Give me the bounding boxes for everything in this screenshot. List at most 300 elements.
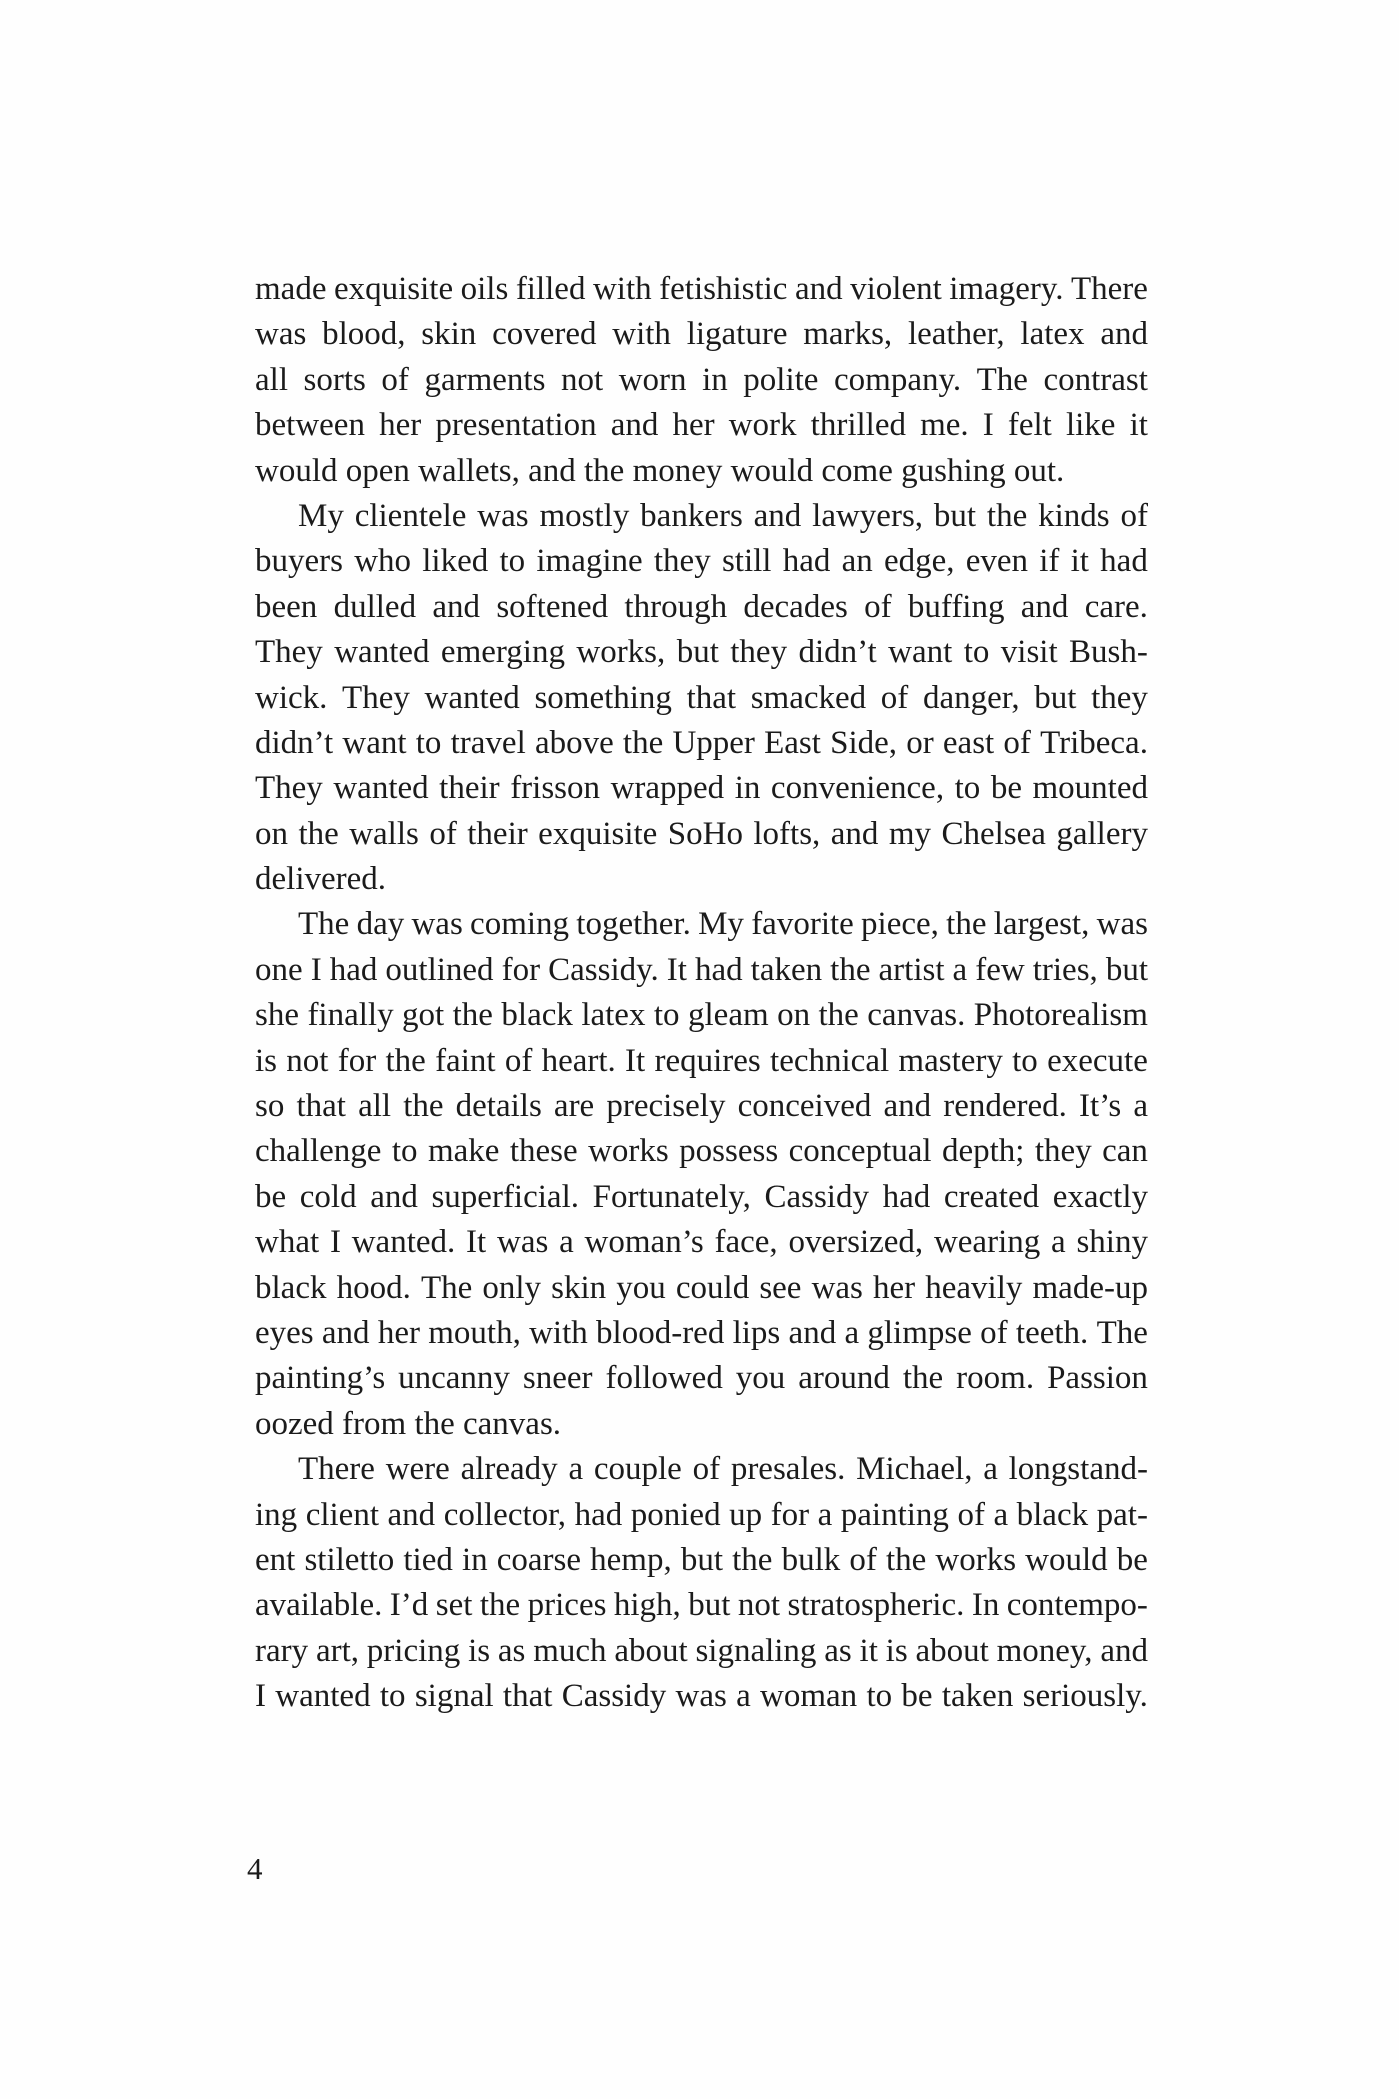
word: kinds xyxy=(1038,497,1110,534)
word: rendered. xyxy=(943,1088,1067,1125)
word: collector, xyxy=(443,1496,567,1533)
word: Cassidy. xyxy=(548,951,659,988)
word: Chelsea xyxy=(941,815,1046,852)
word: but xyxy=(676,634,719,671)
word: artist xyxy=(878,951,945,988)
word: and xyxy=(1100,1632,1148,1669)
text-line xyxy=(255,1674,1148,1719)
word: canvas. xyxy=(867,997,966,1034)
word: as xyxy=(497,1632,526,1669)
word: execute xyxy=(1047,1042,1148,1079)
word: had xyxy=(694,951,743,988)
word: oils xyxy=(460,271,509,307)
word: to xyxy=(963,634,990,671)
text-line xyxy=(255,1220,1148,1265)
word: was xyxy=(1096,906,1148,943)
word: cold xyxy=(299,1178,357,1215)
word: you xyxy=(616,1269,666,1306)
word: up xyxy=(729,1496,763,1533)
text-line xyxy=(255,993,1148,1038)
word: of xyxy=(1120,497,1148,534)
word: travel xyxy=(450,724,526,761)
word: black xyxy=(501,997,573,1034)
word: but xyxy=(680,1541,724,1578)
word: a xyxy=(1051,1224,1066,1261)
text-line xyxy=(255,948,1148,993)
word: to xyxy=(379,1678,406,1715)
word: wick. xyxy=(255,679,328,716)
word: finally xyxy=(307,997,394,1034)
word: danger, xyxy=(922,679,1020,716)
word: ent xyxy=(255,1541,296,1578)
word: exquisite xyxy=(333,271,454,307)
word: not xyxy=(737,1587,781,1624)
word: who xyxy=(354,543,412,580)
text-line: would open wallets, and the money would come gushing out. xyxy=(255,452,1065,489)
word: wanted xyxy=(424,679,520,716)
word: for xyxy=(501,951,541,988)
word: heavily xyxy=(925,1269,1023,1306)
word: the xyxy=(622,724,664,761)
word: an xyxy=(841,543,873,580)
word: rary xyxy=(255,1632,309,1669)
word: for xyxy=(770,1496,810,1533)
word: and xyxy=(432,588,481,625)
word: smacked xyxy=(750,679,867,716)
word: room. xyxy=(956,1360,1035,1397)
word: ponied xyxy=(630,1496,721,1533)
word: the xyxy=(452,997,493,1034)
word: coarse xyxy=(496,1541,582,1578)
word: It xyxy=(625,1042,646,1079)
word: mastery xyxy=(898,1042,1003,1079)
word: bulk xyxy=(781,1541,841,1578)
word: imagery. xyxy=(949,271,1064,307)
word: they xyxy=(653,543,711,580)
word: works, xyxy=(576,634,666,671)
word: or xyxy=(906,724,934,761)
word: longstand- xyxy=(1008,1451,1148,1488)
word: was xyxy=(497,1224,549,1261)
text-line: oozed from the canvas. xyxy=(255,1405,562,1442)
word: dulled xyxy=(333,588,417,625)
word: outlined xyxy=(385,951,494,988)
word: all xyxy=(255,361,288,398)
word: still xyxy=(721,543,772,580)
word: set xyxy=(435,1587,473,1624)
word: see xyxy=(759,1269,802,1306)
word: woman xyxy=(760,1678,858,1715)
word: for xyxy=(337,1042,377,1079)
word: of xyxy=(381,361,409,398)
word: is xyxy=(885,1632,908,1669)
word: her xyxy=(873,1269,916,1306)
word: could xyxy=(675,1269,750,1306)
text-line xyxy=(255,585,1148,630)
word: they xyxy=(730,634,788,671)
word: taken xyxy=(941,1678,1014,1715)
word: to xyxy=(499,543,526,580)
word: and xyxy=(370,1178,418,1215)
word: piece, xyxy=(861,906,939,943)
word: and xyxy=(610,407,659,444)
page-number: 4 xyxy=(247,1851,263,1886)
word: mounted xyxy=(1032,770,1148,807)
text-line xyxy=(255,1629,1148,1674)
word: Fortunately, xyxy=(592,1178,751,1215)
word: to xyxy=(415,724,442,761)
word: of xyxy=(849,1541,877,1578)
word: mostly xyxy=(539,497,630,534)
word: It xyxy=(666,951,687,988)
word: make xyxy=(427,1133,500,1170)
word: didn’t xyxy=(798,634,877,671)
word: like xyxy=(1065,407,1116,444)
word: what xyxy=(255,1224,320,1261)
text-line: delivered. xyxy=(255,861,387,898)
word: and xyxy=(883,1088,932,1125)
word: buyers xyxy=(255,543,343,580)
word: not xyxy=(286,1042,329,1079)
word: her xyxy=(672,407,715,444)
word: I’d xyxy=(389,1587,429,1624)
word: want xyxy=(888,634,953,671)
word: me. xyxy=(920,407,969,444)
word: a xyxy=(993,1496,1009,1533)
word: it xyxy=(859,1632,878,1669)
word: so xyxy=(255,1088,285,1125)
word: but xyxy=(1034,679,1077,716)
text-line xyxy=(255,403,1148,448)
word: were xyxy=(385,1451,450,1488)
word: but xyxy=(1105,951,1148,988)
word: a xyxy=(983,1451,998,1488)
word: are xyxy=(553,1088,595,1125)
word: in xyxy=(734,770,761,807)
word: in xyxy=(702,361,728,398)
word: The xyxy=(1096,1314,1148,1351)
word: was xyxy=(811,1269,863,1306)
word: through xyxy=(624,588,728,625)
text-line xyxy=(255,1493,1148,1538)
text-line xyxy=(255,676,1148,721)
text-line xyxy=(255,630,1148,675)
word: with xyxy=(529,1314,588,1351)
word: conceived xyxy=(737,1088,872,1125)
word: fetishistic xyxy=(659,271,788,307)
word: Tribeca. xyxy=(1040,724,1148,761)
word: had xyxy=(1100,543,1148,580)
word: glimpse xyxy=(867,1314,972,1351)
word: The xyxy=(420,1269,473,1306)
text-line xyxy=(255,1129,1148,1174)
word: above xyxy=(534,724,614,761)
word: together. xyxy=(576,906,691,943)
word: and xyxy=(1100,316,1148,353)
word: blood, xyxy=(322,316,406,353)
word: superficial. xyxy=(431,1178,579,1215)
word: was xyxy=(477,497,529,534)
word: signal xyxy=(414,1678,494,1715)
word: requires xyxy=(654,1042,761,1079)
text-line xyxy=(255,1266,1148,1311)
word: uncanny xyxy=(398,1360,510,1397)
word: presentation xyxy=(435,407,597,444)
word: Cassidy xyxy=(764,1178,869,1215)
word: The xyxy=(298,906,350,943)
word: wanted xyxy=(333,770,429,807)
word: day xyxy=(356,906,405,943)
word: They xyxy=(255,634,323,671)
word: skin xyxy=(421,316,477,353)
text-line xyxy=(255,1356,1148,1401)
word: oversized, xyxy=(788,1224,924,1261)
word: woman’s xyxy=(584,1224,704,1261)
word: polite xyxy=(743,361,819,398)
word: their xyxy=(467,815,528,852)
word: hemp, xyxy=(590,1541,672,1578)
word: clientele xyxy=(354,497,467,534)
word: a xyxy=(568,1451,584,1488)
word: the xyxy=(986,497,1028,534)
word: of xyxy=(980,1314,1008,1351)
word: tied xyxy=(403,1541,453,1578)
word: in xyxy=(461,1541,488,1578)
word: their xyxy=(439,770,500,807)
word: something xyxy=(534,679,672,716)
word: bankers xyxy=(640,497,743,534)
word: is xyxy=(255,1042,278,1079)
word: company. xyxy=(834,361,962,398)
text-line xyxy=(255,812,1148,857)
word: about xyxy=(614,1632,688,1669)
word: gleam xyxy=(688,997,769,1034)
word: would xyxy=(1025,1541,1108,1578)
word: softened xyxy=(496,588,609,625)
word: client xyxy=(305,1496,379,1533)
word: eyes xyxy=(255,1314,314,1351)
word: conceptual xyxy=(788,1133,932,1170)
word: Passion xyxy=(1047,1360,1148,1397)
word: emerging xyxy=(440,634,565,671)
word: challenge xyxy=(255,1133,382,1170)
word: edge, xyxy=(883,543,955,580)
word: technical xyxy=(770,1042,890,1079)
word: be xyxy=(255,1178,287,1215)
word: Side, xyxy=(830,724,898,761)
word: available. xyxy=(255,1587,383,1624)
word: on xyxy=(777,997,811,1034)
word: blood-red xyxy=(596,1314,725,1351)
word: got xyxy=(402,997,445,1034)
word: wanted xyxy=(334,634,430,671)
word: on xyxy=(255,815,288,852)
word: decades xyxy=(743,588,848,625)
word: art, xyxy=(315,1632,359,1669)
word: the xyxy=(403,1088,444,1125)
word: couple xyxy=(593,1451,682,1488)
word: They xyxy=(255,770,323,807)
word: wanted xyxy=(275,1678,371,1715)
word: sneer xyxy=(522,1360,593,1397)
text-line xyxy=(255,1039,1148,1084)
word: money, xyxy=(996,1632,1093,1669)
word: of xyxy=(880,679,909,716)
word: precisely xyxy=(606,1088,726,1125)
word: filled xyxy=(515,271,586,307)
word: teeth. xyxy=(1015,1314,1089,1351)
word: I xyxy=(329,1224,341,1261)
word: to xyxy=(1012,1042,1038,1079)
word: been xyxy=(255,588,318,625)
text-line xyxy=(255,1175,1148,1220)
word: stiletto xyxy=(304,1541,395,1578)
word: these xyxy=(509,1133,578,1170)
word: I xyxy=(982,407,994,444)
word: that xyxy=(502,1678,553,1715)
word: of xyxy=(864,588,892,625)
word: the xyxy=(732,1541,773,1578)
word: care. xyxy=(1084,588,1148,625)
word: lawyers, xyxy=(812,497,924,534)
word: to xyxy=(653,997,680,1034)
word: they xyxy=(1034,1133,1092,1170)
text-line xyxy=(255,1538,1148,1583)
word: favorite xyxy=(751,906,854,943)
word: her xyxy=(377,1314,420,1351)
word: mouth, xyxy=(428,1314,521,1351)
word: around xyxy=(798,1360,890,1397)
word: black xyxy=(255,1269,327,1306)
word: she xyxy=(255,997,299,1034)
word: ing xyxy=(255,1496,298,1533)
word: signaling xyxy=(695,1632,817,1669)
word: east xyxy=(942,724,995,761)
word: Cassidy xyxy=(561,1678,667,1715)
word: Michael, xyxy=(856,1451,973,1488)
word: imagine xyxy=(536,543,643,580)
word: few xyxy=(975,951,1025,988)
word: want xyxy=(342,724,407,761)
word: garments xyxy=(424,361,546,398)
word: covered xyxy=(492,316,597,353)
word: to xyxy=(866,1678,893,1715)
word: convenience, xyxy=(770,770,945,807)
word: much xyxy=(533,1632,607,1669)
word: and xyxy=(794,271,843,307)
word: shiny xyxy=(1076,1224,1148,1261)
word: details xyxy=(455,1088,542,1125)
word: lofts, xyxy=(753,815,821,852)
text-line xyxy=(255,539,1148,584)
word: and xyxy=(1020,588,1069,625)
word: that xyxy=(296,1088,346,1125)
word: with xyxy=(612,316,671,353)
paragraph xyxy=(255,494,1148,903)
word: as xyxy=(824,1632,852,1669)
word: wrapped xyxy=(610,770,725,807)
word: worn xyxy=(618,361,687,398)
word: it xyxy=(1070,543,1089,580)
word: to xyxy=(954,770,981,807)
word: visit xyxy=(1000,634,1058,671)
word: gallery xyxy=(1056,815,1148,852)
word: There xyxy=(1071,271,1148,307)
word: the xyxy=(885,1541,927,1578)
word: and xyxy=(788,1314,837,1351)
word: of xyxy=(957,1496,985,1533)
word: the xyxy=(818,997,859,1034)
word: a xyxy=(559,1224,574,1261)
word: a xyxy=(1133,1088,1148,1125)
word: had xyxy=(882,1178,931,1215)
word: can xyxy=(1102,1133,1148,1170)
text-line xyxy=(255,721,1148,766)
word: that xyxy=(686,679,737,716)
word: My xyxy=(698,906,744,943)
text-line xyxy=(255,902,1148,947)
word: marks, xyxy=(803,316,893,353)
word: not xyxy=(560,361,604,398)
word: frisson xyxy=(510,770,601,807)
word: ligature xyxy=(686,316,788,353)
word: was xyxy=(675,1678,727,1715)
word: seriously. xyxy=(1022,1678,1148,1715)
word: largest, xyxy=(993,906,1090,943)
word: leather, xyxy=(907,316,1005,353)
word: work xyxy=(728,407,797,444)
word: wanted. xyxy=(351,1224,456,1261)
word: Bush- xyxy=(1069,634,1148,671)
word: hood. xyxy=(336,1269,411,1306)
word: they xyxy=(1091,679,1148,716)
word: skin xyxy=(551,1269,607,1306)
word: you xyxy=(735,1360,786,1397)
word: depth; xyxy=(941,1133,1025,1170)
text-line xyxy=(255,312,1148,357)
word: wearing xyxy=(933,1224,1041,1261)
word: They xyxy=(342,679,410,716)
word: works xyxy=(935,1541,1017,1578)
word: had xyxy=(782,543,831,580)
word: even xyxy=(965,543,1028,580)
word: it xyxy=(1129,407,1148,444)
word: SoHo xyxy=(667,815,743,852)
word: a xyxy=(736,1678,751,1715)
paragraph xyxy=(255,902,1148,1447)
word: the xyxy=(298,815,339,852)
text-line xyxy=(255,494,1148,539)
word: a xyxy=(817,1496,833,1533)
word: possess xyxy=(679,1133,779,1170)
paragraph xyxy=(255,267,1148,494)
word: East xyxy=(764,724,821,761)
word: exactly xyxy=(1052,1178,1148,1215)
word: violent xyxy=(850,271,942,307)
word: already xyxy=(460,1451,558,1488)
word: if xyxy=(1039,543,1060,580)
word: a xyxy=(844,1314,860,1351)
word: was xyxy=(255,316,307,353)
word: high, xyxy=(613,1587,681,1624)
body-text-block xyxy=(255,267,1148,1720)
word: one xyxy=(255,951,303,988)
word: walls xyxy=(349,815,419,852)
word: the xyxy=(385,1042,426,1079)
word: the xyxy=(946,906,987,943)
word: the xyxy=(479,1587,521,1624)
word: The xyxy=(976,361,1028,398)
